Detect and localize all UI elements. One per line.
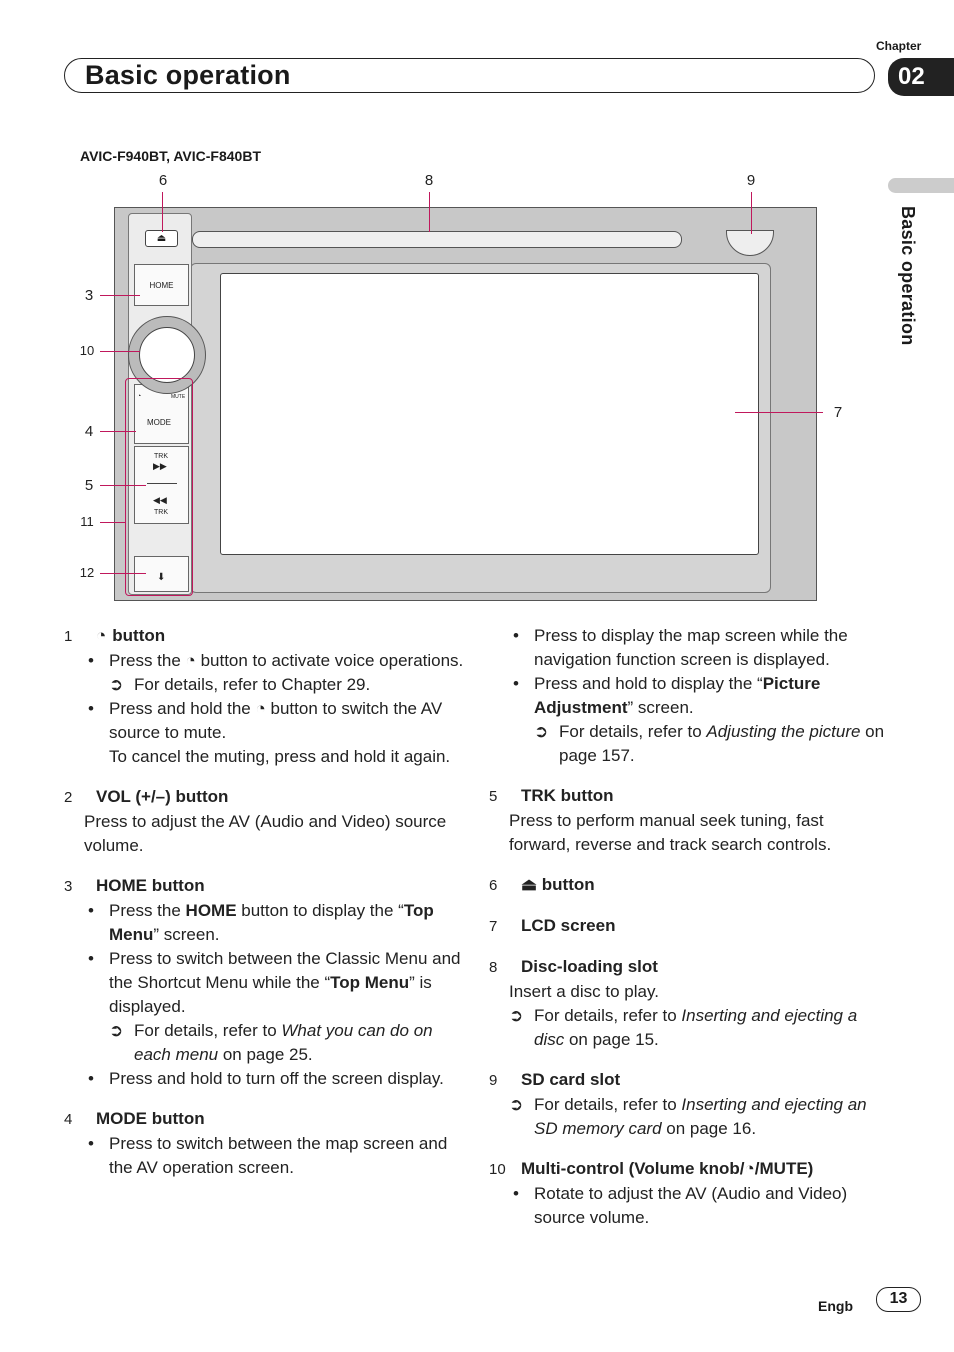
callout-3: 3	[84, 287, 94, 304]
leader-line-6	[162, 192, 163, 232]
leader-line-4	[100, 431, 136, 432]
list-item: • Press to display the map screen while the navigation function screen is displayed.	[489, 624, 889, 672]
multi-control-knob	[139, 327, 195, 383]
down-arrow-icon: ⬇	[157, 572, 166, 583]
trk-label-top: TRK	[154, 453, 168, 460]
item-3: 3 HOME button • Press the HOME button to display the “Top Menu” screen. • Press to switch between the Classic Menu and the Shortcut Menu while the “Top Menu” is displayed. ➲ For details, refer to What you can do on each menu on page 25. • Press and hold to turn off the screen display.	[64, 874, 464, 1091]
highlight-frame	[125, 378, 193, 596]
callout-4: 4	[84, 423, 94, 440]
arrow-icon: ➲	[109, 675, 124, 694]
chapter-number-badge: 02	[888, 58, 954, 96]
list-item: • Press and hold the ◔ button to switch the AV source to mute.	[64, 697, 464, 745]
item-1	[64, 624, 464, 769]
side-tab	[888, 178, 954, 193]
page-title: Basic operation	[85, 60, 291, 90]
list-item: • Press to switch between the Classic Menu and the Shortcut Menu while the “Top Menu” is displayed.	[64, 947, 464, 1019]
list-item: • Press to switch between the map screen and the AV operation screen.	[64, 1132, 464, 1180]
leader-line-7	[735, 412, 823, 413]
page-number: 13	[876, 1287, 921, 1312]
item-6: 6 ⏏ button	[489, 873, 889, 898]
mute-label: MUTE	[171, 394, 186, 400]
reference: ➲ For details, refer to What you can do on each menu on page 25.	[109, 1021, 433, 1064]
reference: ➲ For details, refer to Adjusting the picture on page 157.	[534, 722, 885, 765]
reference: ➲ For details, refer to Inserting and ejecting an SD memory card on page 16.	[509, 1095, 867, 1138]
callout-6: 6	[158, 172, 168, 189]
callout-7: 7	[833, 404, 843, 421]
eject-button: ⏏	[145, 230, 178, 247]
item-title: VOL (+/–) button	[96, 787, 229, 806]
arrow-icon: ➲	[109, 1021, 124, 1040]
list-item: • Press and hold to display the “Picture Adjustment” screen.	[489, 672, 889, 720]
item-7: 7 LCD screen	[489, 914, 889, 939]
home-button: HOME	[134, 264, 189, 306]
voice-icon: ◔	[744, 1159, 755, 1178]
leader-line-3	[100, 295, 140, 296]
item-text: Insert a disc to play.	[509, 982, 659, 1001]
item-title: HOME button	[96, 876, 205, 895]
voice-icon: ◔	[96, 626, 107, 645]
reference: ➲ For details, refer to Chapter 29.	[64, 673, 464, 697]
callout-10: 10	[79, 343, 95, 358]
list-item: • Press the ◔ button to activate voice operations.	[64, 649, 464, 673]
list-item: • Rotate to adjust the AV (Audio and Video) source volume.	[489, 1182, 889, 1230]
item-title: Multi-control (Volume knob/	[521, 1159, 745, 1178]
lcd-screen	[220, 273, 759, 555]
item-title: ⏏ button	[521, 875, 595, 894]
item-title: button	[112, 626, 166, 645]
callout-5: 5	[84, 477, 94, 494]
leader-line-5	[100, 485, 146, 486]
side-section-label: Basic operation	[898, 206, 918, 346]
list-item: • Press and hold to turn off the screen display.	[64, 1067, 464, 1091]
right-column	[489, 624, 889, 1246]
leader-line-10	[100, 351, 140, 352]
fast-forward-icon: ▶▶	[153, 461, 167, 471]
item-title: LCD screen	[521, 916, 616, 935]
callout-11: 11	[80, 514, 94, 529]
item-title: Disc-loading slot	[521, 957, 658, 976]
leader-line-9	[751, 192, 752, 234]
arrow-icon: ➲	[509, 1006, 524, 1025]
callout-12: 12	[79, 565, 95, 580]
item-5: 5 TRK button Press to perform manual seek tuning, fast forward, reverse and track search controls.	[489, 784, 889, 857]
trk-label-bottom: TRK	[154, 509, 168, 516]
disc-loading-slot	[192, 231, 682, 248]
voice-icon: ◔	[255, 699, 266, 718]
item-9: 9 SD card slot ➲ For details, refer to Inserting and ejecting an SD memory card on page 16.	[489, 1068, 889, 1141]
item-2: 2 VOL (+/–) button Press to adjust the AV (Audio and Video) source volume.	[64, 785, 464, 858]
leader-line-8	[429, 192, 430, 232]
item-text: Press to adjust the AV (Audio and Video) source volume.	[84, 812, 447, 855]
chapter-label: Chapter	[876, 39, 922, 53]
item-title: TRK button	[521, 786, 614, 805]
language-code: Engb	[818, 1298, 853, 1314]
reference: ➲ For details, refer to Inserting and ejecting a disc on page 15.	[509, 1006, 858, 1049]
item-number: 1	[64, 628, 73, 645]
leader-line-11	[100, 522, 126, 523]
list-item: • Press the HOME button to display the “Top Menu” screen.	[64, 899, 464, 947]
leader-line-12	[100, 573, 146, 574]
model-title: AVIC-F940BT, AVIC-F840BT	[80, 148, 261, 164]
list-note: To cancel the muting, press and hold it again.	[109, 747, 451, 766]
callout-9: 9	[746, 172, 756, 189]
item-4-continued	[489, 624, 889, 768]
callout-8: 8	[424, 172, 434, 189]
left-column	[64, 624, 464, 1196]
mode-label: MODE	[147, 418, 171, 427]
item-text: Press to perform manual seek tuning, fast forward, reverse and track search controls.	[509, 811, 832, 854]
voice-icon: ◔	[185, 651, 196, 670]
item-10: 10 Multi-control (Volume knob/ ◔ /MUTE) • Rotate to adjust the AV (Audio and Video) source volume.	[489, 1157, 889, 1230]
arrow-icon: ➲	[534, 722, 549, 741]
item-4: 4 MODE button • Press to switch between the map screen and the AV operation screen.	[64, 1107, 464, 1180]
rewind-icon: ◀◀	[153, 495, 167, 505]
item-8: 8 Disc-loading slot Insert a disc to play. ➲ For details, refer to Inserting and ejecting a disc on page 15.	[489, 955, 889, 1052]
item-title: SD card slot	[521, 1070, 621, 1089]
arrow-icon: ➲	[509, 1095, 524, 1114]
item-title: MODE button	[96, 1109, 205, 1128]
voice-icon: ◔	[137, 393, 142, 400]
header-bar	[64, 58, 875, 93]
